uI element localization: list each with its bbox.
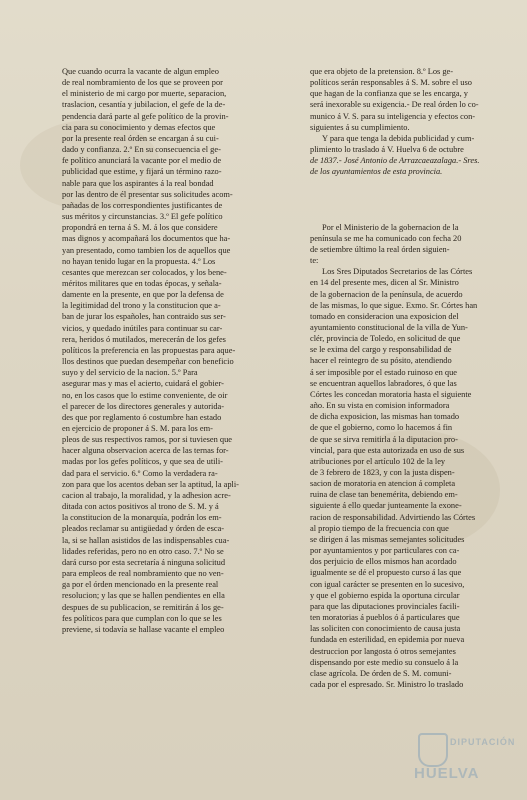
text-line: por la presente real órden se encargan á su cui- [62,133,219,143]
text-line: des que por reglamento ó costumbre han estado [62,412,222,422]
text-line: plimiento lo traslado á V. Huelva 6 de octubre [310,145,464,155]
text-line: cada por el espresado. Sr. Ministro lo traslado [310,679,464,689]
left-text-column [62,66,299,635]
text-line: pleos de sus respectivos ramos, por si tuviesen que [62,435,233,445]
text-line: el parecer de los directores generales y autorida- [62,401,225,411]
text-line: que era objeto de la pretension. 8.º Los ge- [310,67,454,76]
text-line: dado y confianza. 2.º En su consecuencia el ge- [62,145,221,155]
text-line: siguiente á ello quedar junteamente la exone- [310,501,462,511]
text-line: ga por el órden mencionado en la presente real [62,580,219,590]
right-column-top-paragraphs [310,66,518,155]
text-line: Por el Ministerio de la gobernacion de la [322,222,459,232]
text-line: fes políticos para que cumplan con lo que se les [62,613,222,623]
text-line: nable para que los aspirantes á la real bondad [62,178,214,188]
text-line: fe político anunciará la vacante por el medio de [62,156,222,166]
text-line: Córtes les concedan moratoria hasta el siguiente [310,389,472,399]
text-line: atribuciones por el artículo 102 de la ley [310,456,446,466]
text-line: á ser imposible por el estado ruinoso en que [310,367,457,377]
text-line: clase agrícola. De órden de S. M. comuni- [310,668,452,678]
text-line: yan presentado, como tambien los de aquellos que [62,245,231,255]
text-line: ditada con actos positivos al trono de S. M. y á [62,502,219,512]
text-line: con igual carácter se presenten en lo sucesivo, [310,579,465,589]
text-line: hacer alguna observacion acerca de las ternas for- [62,446,229,456]
text-line: península se me ha comunicado con fecha 20 [310,233,462,243]
text-line: vincial, para que esta autorizada en uso de sus [310,445,465,455]
text-line: tomado en consideracion una exposicion del [310,311,459,321]
text-line: de los ayuntamientos de esta provincia. [310,167,443,177]
text-line: de la gobernacion de la península, de acuerdo [310,289,463,299]
text-line: se dirigen á las mismas semejantes solicitudes [310,534,465,544]
text-line: pleados reclamar su antigüedad y órden de esca- [62,524,225,534]
text-line: de que el gobierno, como lo hacemos á fin [310,423,453,433]
text-line: destruccion por langosta ó otros semejantes [310,646,456,656]
text-line: dos perjuicio de ellos mismos han acordado [310,557,457,567]
text-line: pendencia dará parte al gefe político de la provin- [62,111,229,121]
text-line: que hagan de la confianza que se les encarga, y [310,89,468,99]
paragraph-gap [310,178,518,222]
text-line: clér, provincia de Toledo, en solicitud de que [310,334,461,344]
text-line: ruina de clase tan benemérita, debiendo em- [310,490,458,500]
text-line: lidades referidas, pero no en otro caso. 7.º No se [62,546,224,556]
text-line: no hayan tenido lugar en la propuesta. 4.º Los [62,256,216,266]
archive-watermark [412,733,516,783]
text-line: publicidad que estime, y fijará un término razo- [62,167,222,177]
text-line: la, si se hallan asistidos de las indispensables cua- [62,535,230,545]
text-line: previene, si todavía se hallase vacante el empleo [62,624,225,634]
text-line: Que cuando ocurra la vacante de algun empleo [62,67,219,76]
text-line: sacion de moratoria en atencion á completa [310,479,456,489]
text-line: madas por los gefes políticos, y que sea de utili- [62,457,223,467]
text-line: dad para el servicio. 6.º Como la verdadera ra- [62,468,218,478]
text-line: te: [310,256,319,266]
text-line: de las mismas, lo que sigue. Exmo. Sr. Córtes han [310,300,478,310]
text-line: munico á V. S. para su inteligencia y efectos con- [310,111,476,121]
text-line: ayuntamiento constitucional de la villa de Yun- [310,322,468,332]
text-line: de 1837.- José Antonio de Arrazcaeazalaga.- Sres. [310,156,480,166]
text-line: llos destinos que puedan desempeñar con beneficio [62,357,234,367]
text-line: siguientes á su cumplimiento. [310,122,410,132]
text-line: por las dentro de él presentar sus solicitudes acom- [62,189,233,199]
text-line: la legitimidad del trono y la constitucion que a- [62,301,221,311]
text-line: cesantes que merezcan ser colocados, y los bene- [62,267,227,277]
text-line: ban de jurar los españoles, han contraido sus ser- [62,312,226,322]
text-line: dispensando por este medio su consuelo á la [310,657,459,667]
watermark-line-1: DIPUTACIÓN [450,737,516,747]
text-line: se le exima del cargo y responsabilidad de [310,345,452,355]
text-line: damente en la presente, en que por la defensa de [62,290,224,300]
text-line: de que se sirva remitirla á la diputacion pro- [310,434,458,444]
text-line: Y para que tenga la debida publicidad y cum- [322,133,475,143]
text-line: propondrá en terna á S. M. á los que considere [62,223,218,233]
text-line: racion de responsabilidad. Advirtiendo las Córtes [310,512,476,522]
text-line: Los Sres Diputados Secretarios de las Córtes [322,267,473,277]
text-line: y que el gobierno espida la oportuna circular [310,590,460,600]
text-line: al propio tiempo de la frecuencia con que [310,523,449,533]
coat-of-arms-icon [418,733,448,767]
text-line: sus méritos y circunstancias. 3.º El gefe político [62,212,223,222]
text-line: despues de su publicacion, se remitirán á los ge- [62,602,224,612]
text-line: en ejercicio de proponer á S. M. para los em- [62,424,213,433]
text-line: en 14 del presente mes, dicen al Sr. Ministro [310,278,459,288]
text-line: asegurar mas y mas el acierto, cuidará el gobier- [62,379,224,389]
text-line: no, en los casos que lo estime conveniente, de oir [62,390,228,400]
text-line: año. En su vista en comision informadora [310,401,450,411]
text-line: políticos la preferencia en las propuestas para aque- [62,345,236,355]
text-line: para que las diputaciones provinciales facili- [310,601,460,611]
text-line: el ministerio de mi cargo por muerte, separacion, [62,89,227,99]
text-line: mas dignos y acompañará los documentos que ha- [62,234,231,244]
text-line: fundada en esterilidad, en epidemia por nueva [310,635,465,645]
text-line: cacion al trabajo, la moralidad, y la adhesion acre- [62,490,231,500]
text-line: cia para su conocimiento y demas efectos que [62,122,216,132]
text-line: de dicha exposicion, las mismas han tomado [310,412,460,422]
text-line: rera, heridos ó mutilados, merecerán de los gefes [62,334,226,344]
right-text-column [310,66,518,690]
text-line: de real nombramiento de los que se proveen por [62,78,223,88]
text-line: para empleos de real nombramiento que no ven- [62,569,224,579]
signature-lines [310,155,518,177]
text-line: vicios, y quedado inútiles para continuar su car- [62,323,223,333]
text-line: de 3 febrero de 1823, y con la justa dispen- [310,468,455,477]
text-line: será inexorable su exigencia.- De real órden lo co- [310,100,479,110]
watermark-line-2: HUELVA [414,765,480,782]
text-line: políticos serán responsables á S. M. sobre el uso [310,78,472,88]
text-line: por ayuntamientos y por particulares con ca- [310,546,460,556]
text-line: suyo y del servicio de la nacion. 5.º Para [62,368,198,378]
text-line: las soliciten con conocimiento de causa justa [310,624,461,634]
text-line: resolucion; y las que se hallen pendientes en ella [62,591,225,601]
right-column-bottom-paragraphs [310,222,518,691]
text-line: se encuentran aquellos labradores, ó que las [310,378,457,388]
text-line: ten moratorias á pueblos ó á particulares que [310,613,460,623]
text-line: zon para que los acentos deban ser la aptitud, la apli- [62,479,239,489]
text-line: traslacion, cesantía y jubilacion, el gefe de la de- [62,100,226,110]
text-line: méritos militares que en todas épocas, y señala- [62,278,222,288]
text-line: pañadas de los correspondientes justificantes de [62,200,223,210]
text-line: igualmente se dé el propuesto curso á las que [310,568,462,578]
text-line: dará curso por esta secretaría á ninguna solicitud [62,557,226,567]
text-line: la constitucion de la monarquía, podrán los em- [62,513,222,523]
text-line: hacer el reintegro de su pósito, atendiendo [310,356,452,366]
text-line: de setiembre último la real órden siguien- [310,244,450,254]
